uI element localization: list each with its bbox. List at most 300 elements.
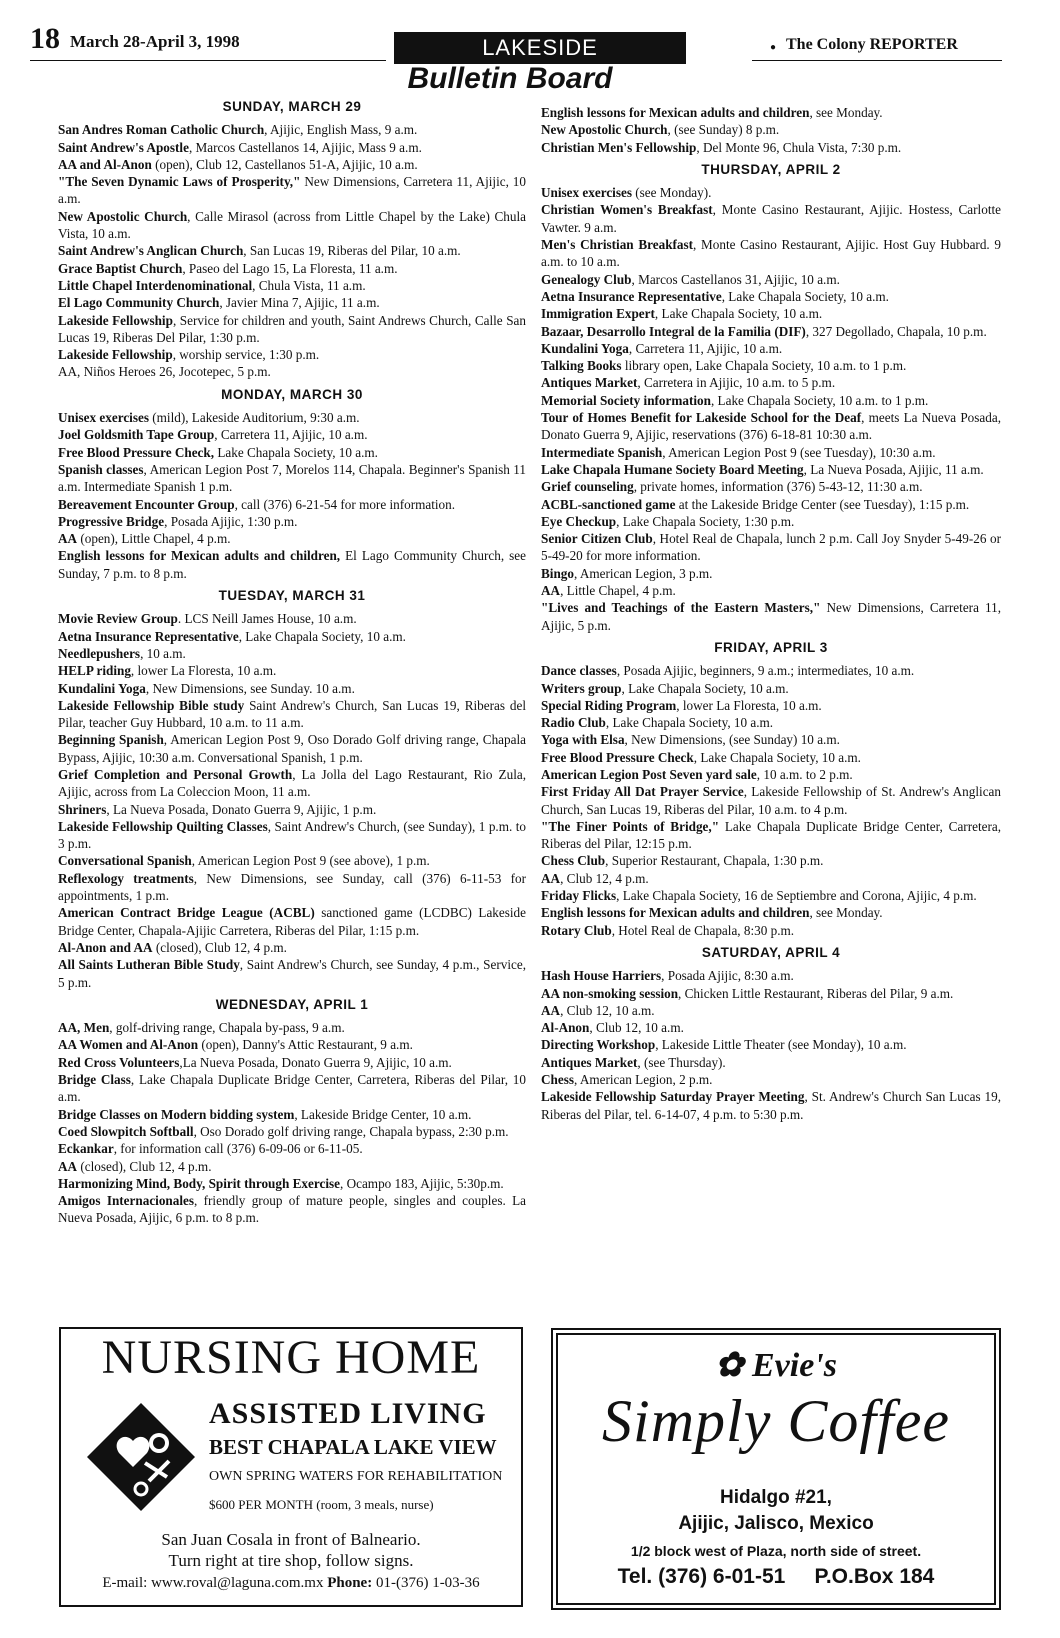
event-details: , American Legion Post 7, Morelos 114, Chapala. Beginner's Spanish 11 a.m. Intermediate Spanish 1 p.m. xyxy=(58,461,526,495)
event-listing xyxy=(58,818,526,853)
event-name: Writers group xyxy=(541,680,622,696)
event-listing xyxy=(541,731,1001,748)
event-details: ,La Nueva Posada, Donato Guerra 9, Ajijic, 10 a.m. xyxy=(179,1054,452,1070)
event-name: AA and Al-Anon xyxy=(58,156,152,172)
event-details: , Club 12, 10 a.m. xyxy=(589,1020,684,1036)
event-listing xyxy=(541,121,1001,138)
event-name: Kundalini Yoga xyxy=(541,340,629,356)
event-details: , Lake Chapala Society, 10 a.m. xyxy=(238,628,406,644)
event-name: American Contract Bridge League (ACBL) xyxy=(58,905,315,921)
event-name: Chess xyxy=(541,1072,574,1088)
coffee-address-2: Ajijic, Jalisco, Mexico xyxy=(678,1513,874,1534)
coffee-brand-large: Simply Coffee xyxy=(602,1388,950,1454)
event-details: New Dimensions, Carretera 11, Ajijic, 5 p.m. xyxy=(541,600,1002,633)
event-listing xyxy=(541,236,1001,271)
event-name: Unisex exercises xyxy=(541,185,632,201)
event-name: First Friday All Dat Prayer Service xyxy=(541,784,744,800)
email-address: www.roval@laguna.com.mx xyxy=(151,1575,324,1591)
event-details: , lower La Floresta, 10 a.m. xyxy=(676,697,822,713)
event-details: , Lake Chapala Society, 10 a.m. xyxy=(654,306,823,322)
coffee-pobox: P.O.Box 184 xyxy=(814,1565,935,1588)
event-listing xyxy=(541,680,1001,697)
event-name: Intermediate Spanish xyxy=(541,444,663,460)
event-details: , Javier Mina 7, Ajijic, 11 a.m. xyxy=(219,295,380,311)
event-details: , Chicken Little Restaurant, Riberas del Pilar, 9 a.m. xyxy=(678,985,954,1001)
event-details: , Lake Chapala Society, 1:30 p.m. xyxy=(616,513,795,529)
event-details: , lower La Floresta, 10 a.m. xyxy=(130,663,277,679)
event-name: Antiques Market xyxy=(541,375,638,391)
event-details: library open, Lake Chapala Society, 10 a.m. to 1 p.m. xyxy=(621,358,907,374)
event-details: , Carretera in Ajijic, 10 a.m. to 5 p.m. xyxy=(637,375,836,391)
event-listing xyxy=(541,714,1001,731)
event-name: Special Riding Program xyxy=(541,697,677,713)
paper-name: The Colony REPORTER xyxy=(786,36,958,53)
event-name: Bereavement Encounter Group xyxy=(58,496,235,512)
event-details: , (see Sunday) 8 p.m. xyxy=(667,122,780,138)
bullet-mark: ● xyxy=(770,42,777,53)
event-details: , New Dimensions, see Sunday. 10 a.m. xyxy=(145,680,355,696)
event-details: , Lake Chapala Society, 10 a.m. xyxy=(721,288,889,304)
event-name: New Apostolic Church xyxy=(58,208,188,224)
event-listing xyxy=(541,1071,1001,1088)
event-details: , New Dimensions, (see Sunday) 10 a.m. xyxy=(624,732,840,748)
email-label: E-mail: xyxy=(102,1575,148,1591)
event-listing xyxy=(541,513,1001,530)
event-listing xyxy=(58,277,526,294)
event-listing xyxy=(541,271,1001,288)
event-name: Beginning Spanish xyxy=(58,732,164,748)
event-listing xyxy=(58,409,526,426)
event-listing xyxy=(58,208,526,243)
event-listing xyxy=(58,801,526,818)
event-listing xyxy=(541,565,1001,582)
event-name: Reflexology treatments xyxy=(58,870,194,886)
event-listing xyxy=(541,305,1001,322)
event-details: , Lake Chapala Duplicate Bridge Center, Carretera, Riberas del Pilar, 10 a.m. xyxy=(58,1072,526,1105)
event-details: , Monte Casino Restaurant, Ajijic. Host Guy Hubbard. 9 a.m. to 10 a.m. xyxy=(541,237,1002,270)
event-listing xyxy=(541,1019,1001,1036)
event-name: "Lives and Teachings of the Eastern Masters," xyxy=(541,600,821,616)
event-name: AA xyxy=(541,870,561,886)
section-banner: LAKESIDE xyxy=(394,32,686,64)
event-name: AA Women and Al-Anon xyxy=(58,1037,199,1053)
event-listing xyxy=(58,1106,526,1123)
event-name: New Apostolic Church xyxy=(541,122,668,138)
event-details: , Posada Ajijic, beginners, 9 a.m.; intermediates, 10 a.m. xyxy=(616,663,915,679)
day-heading: SUNDAY, MARCH 29 xyxy=(222,99,362,114)
event-details: , Superior Restaurant, Chapala, 1:30 p.m. xyxy=(605,853,824,869)
event-name: Saint Andrew's Apostle xyxy=(58,139,189,155)
event-name: Red Cross Volunteers xyxy=(58,1054,180,1070)
event-listing xyxy=(58,547,526,582)
event-details: , Lakeside Little Theater (see Monday), 10 a.m. xyxy=(655,1037,907,1053)
event-name: Unisex exercises xyxy=(58,410,149,426)
day-heading: SATURDAY, APRIL 4 xyxy=(701,944,841,960)
event-listing xyxy=(58,1071,526,1106)
event-name: Joel Goldsmith Tape Group xyxy=(58,427,215,443)
event-listing xyxy=(541,599,1001,634)
event-listing xyxy=(58,294,526,311)
event-details: , Lake Chapala Society, 16 de Septiembre and Corona, Ajijic, 4 p.m. xyxy=(616,888,977,904)
event-listing xyxy=(541,461,1001,478)
event-details: , private homes, information (376) 5-43-12, 11:30 a.m. xyxy=(633,479,923,495)
event-listing xyxy=(58,662,526,679)
event-name: Grief Completion and Personal Growth xyxy=(58,766,293,782)
event-details: , American Legion Post 9 (see Tuesday), 10:30 a.m. xyxy=(662,444,936,460)
event-details: , Carretera 11, Ajijic, 10 a.m. xyxy=(628,340,783,356)
event-name: Shriners xyxy=(58,801,107,817)
event-name: "The Seven Dynamic Laws of Prosperity," xyxy=(58,174,301,190)
event-listing xyxy=(541,139,1001,156)
event-name: Antiques Market xyxy=(541,1054,638,1070)
coffee-brand-small xyxy=(558,1345,994,1385)
event-name: American Legion Post Seven yard sale xyxy=(541,766,757,782)
event-name: Bazaar, Desarrollo Integral de la Familia (DIF) xyxy=(541,323,806,339)
event-listing xyxy=(58,1175,526,1192)
event-listing xyxy=(541,374,1001,391)
event-name: Chess Club xyxy=(541,853,606,869)
event-details: , Lakeside Fellowship of St. Andrew's Anglican Church, San Lucas 19, Riberas del Pilar, 10 a.m. to 4 p.m. xyxy=(541,784,1001,817)
event-name: Lakeside Fellowship xyxy=(58,347,173,363)
event-name: AA xyxy=(541,583,561,599)
day-heading: FRIDAY, APRIL 3 xyxy=(714,639,828,655)
event-name: Yoga with Elsa xyxy=(541,732,625,748)
phone-label: Phone: xyxy=(327,1575,373,1591)
event-listing xyxy=(541,1088,1001,1123)
assisted-living-line: ASSISTED LIVING xyxy=(209,1397,487,1430)
event-listing xyxy=(541,288,1001,305)
event-listing xyxy=(58,260,526,277)
event-listing xyxy=(58,139,526,156)
event-name: Kundalini Yoga xyxy=(58,680,146,696)
event-name: Genealogy Club xyxy=(541,271,632,287)
event-details: (open), Danny's Attic Restaurant, 9 a.m. xyxy=(198,1037,413,1053)
event-listing xyxy=(58,1036,526,1053)
nursing-home-address xyxy=(61,1529,521,1571)
event-name: Senior Citizen Club xyxy=(541,531,653,547)
event-details: , La Nueva Posada, Donato Guerra 9, Ajijic, 1 p.m. xyxy=(106,801,377,817)
coffee-ad-frame xyxy=(556,1333,996,1605)
event-details: , Lake Chapala Society, 10 a.m. xyxy=(605,715,774,731)
event-name: Free Blood Pressure Check xyxy=(541,749,694,765)
event-name: AA xyxy=(541,1002,561,1018)
event-listing xyxy=(58,173,526,208)
event-details: , La Jolla del Lago Restaurant, Rio Zula, Ajijic, across from La Coleccion Moon, 11 a.m. xyxy=(58,766,527,800)
event-details: (open), Little Chapel, 4 p.m. xyxy=(77,531,231,547)
event-listing xyxy=(541,662,1001,679)
event-details: (see Monday). xyxy=(631,185,712,201)
event-listing xyxy=(541,783,1001,818)
day-heading: MONDAY, MARCH 30 xyxy=(221,386,363,402)
event-details: , Posada Ajijic, 8:30 a.m. xyxy=(661,968,794,984)
event-details: , Saint Andrew's Church, (see Sunday), 1 p.m. to 3 p.m. xyxy=(58,818,526,852)
event-name: Eye Checkup xyxy=(541,513,617,529)
event-details: , American Legion Post 9 (see above), 1 p.m. xyxy=(191,853,430,869)
coffee-address-3: 1/2 block west of Plaza, north side of street. xyxy=(630,1543,922,1559)
event-details: , 327 Degollado, Chapala, 10 p.m. xyxy=(805,323,987,339)
event-details: , Ocampo 183, Ajijic, 5:30p.m. xyxy=(339,1175,504,1191)
event-details: Lake Chapala Duplicate Bridge Center, Carretera, Riberas del Pilar, 12:15 p.m. xyxy=(541,818,1002,852)
event-name: Immigration Expert xyxy=(541,306,655,322)
event-details: , Calle Mirasol (across from Little Chapel by the Lake) Chula Vista, 10 a.m. xyxy=(58,208,526,242)
event-listing xyxy=(541,749,1001,766)
event-name: Dance classes xyxy=(541,663,617,679)
event-details: , Hotel Real de Chapala, 8:30 p.m. xyxy=(611,922,795,938)
event-details: , Chula Vista, 11 a.m. xyxy=(252,277,366,293)
event-details: , Marcos Castellanos 14, Ajijic, Mass 9 a.m. xyxy=(188,139,422,155)
event-listing xyxy=(541,582,1001,599)
day-heading: THURSDAY, APRIL 2 xyxy=(701,161,841,177)
event-listing xyxy=(541,478,1001,495)
event-name: Spanish classes xyxy=(58,461,144,477)
event-details: , for information call (376) 6-09-06 or 6-11-05. xyxy=(113,1141,363,1157)
event-details: , meets La Nueva Posada, Donato Guerra 9, Ajijic, reservations (376) 6-18-81 10:30 a.m. xyxy=(541,410,1001,443)
event-details: , American Legion, 2 p.m. xyxy=(573,1072,713,1088)
event-listing xyxy=(58,312,526,347)
event-listing xyxy=(541,409,1001,444)
event-details: AA, Niños Heroes 26, Jocotepec, 5 p.m. xyxy=(58,364,271,380)
event-details: , New Dimensions, see Sunday, call (376) 6-11-53 for appointments, 1 p.m. xyxy=(58,870,526,904)
event-details: , Monte Casino Restaurant, Ajijic. Hostess, Carlotte Vawter. 9 a.m. xyxy=(541,202,1001,235)
event-name: San Andres Roman Catholic Church xyxy=(58,122,265,138)
masthead-rule-left xyxy=(30,60,386,61)
nursing-home-contact xyxy=(61,1575,521,1592)
event-name: Conversational Spanish xyxy=(58,853,192,869)
event-listing xyxy=(58,645,526,662)
event-name: Al-Anon xyxy=(541,1020,590,1036)
event-listing xyxy=(58,513,526,530)
event-listing xyxy=(58,242,526,259)
address-line-1: San Juan Cosala in front of Balneario. xyxy=(161,1530,421,1549)
event-listing xyxy=(541,697,1001,714)
event-name: Lakeside Fellowship Saturday Prayer Meeting xyxy=(541,1089,805,1105)
event-details: , Saint Andrew's Church, see Sunday, 4 p.m., Service, 5 p.m. xyxy=(58,957,526,990)
left-column xyxy=(58,98,526,1227)
event-listing xyxy=(58,610,526,627)
event-name: Movie Review Group xyxy=(58,611,178,627)
event-name: Amigos Internacionales xyxy=(58,1193,195,1209)
event-name: Friday Flicks xyxy=(541,888,617,904)
event-details: , Ajijic, English Mass, 9 a.m. xyxy=(264,122,418,138)
event-name: Men's Christian Breakfast xyxy=(541,237,694,253)
event-listing xyxy=(58,121,526,138)
event-listing xyxy=(58,956,526,991)
event-listing xyxy=(541,904,1001,921)
event-listing xyxy=(541,1002,1001,1019)
event-details: , 10 a.m. xyxy=(140,645,186,661)
event-details: , Hotel Real de Chapala, lunch 2 p.m. Call Joy Snyder 5-49-26 or 5-49-20 for more information. xyxy=(541,531,1001,564)
event-listing xyxy=(541,323,1001,340)
event-listing xyxy=(58,496,526,513)
coffee-tel: Tel. (376) 6-01-51 xyxy=(617,1565,786,1588)
event-name: Little Chapel Interdenominational xyxy=(58,277,253,293)
event-name: Aetna Insurance Representative xyxy=(58,628,239,644)
event-name: Lakeside Fellowship Quilting Classes xyxy=(58,818,268,834)
event-listing xyxy=(58,530,526,547)
event-name: Coed Slowpitch Softball xyxy=(58,1123,194,1139)
event-details: . LCS Neill James House, 10 a.m. xyxy=(177,611,357,627)
event-details: , Little Chapel, 4 p.m. xyxy=(560,583,676,599)
event-details: , St. Andrew's Church San Lucas 19, Riberas del Pilar, tel. 6-14-07, 4 p.m. to 5:30 p.m. xyxy=(541,1089,1001,1122)
event-details: , Lake Chapala Society, 10 a.m. to 1 p.m. xyxy=(710,392,929,408)
event-name: Rotary Club xyxy=(541,922,612,938)
event-name: Christian Men's Fellowship xyxy=(541,139,697,155)
event-name: Hash House Harriers xyxy=(541,968,662,984)
nursing-home-ad xyxy=(59,1327,523,1607)
event-name: Memorial Society information xyxy=(541,392,711,408)
event-listing xyxy=(58,346,526,363)
event-listing xyxy=(541,985,1001,1002)
event-name: Bridge Class xyxy=(58,1072,131,1088)
event-listing xyxy=(58,426,526,443)
event-details: , Club 12, 10 a.m. xyxy=(560,1002,655,1018)
event-listing xyxy=(58,1054,526,1071)
event-listing xyxy=(541,496,1001,513)
address-line-2: Turn right at tire shop, follow signs. xyxy=(168,1551,414,1570)
event-details: , American Legion Post 9, Oso Dorado Golf driving range, Chapala Bypass, Ajijic, 10:30 a.m. Conversational Spanish, 1 p.m. xyxy=(58,732,526,765)
coffee-address-1: Hidalgo #21, xyxy=(720,1487,832,1508)
event-name: Bridge Classes on Modern bidding system xyxy=(58,1106,295,1122)
event-listing xyxy=(541,870,1001,887)
day-heading: WEDNESDAY, APRIL 1 xyxy=(215,996,369,1012)
event-listing xyxy=(58,1158,526,1175)
event-details: , worship service, 1:30 p.m. xyxy=(172,347,320,363)
event-name: Tour of Homes Benefit for Lakeside School for the Deaf xyxy=(541,410,862,426)
event-details: New Dimensions, Carretera 11, Ajijic, 10 a.m. xyxy=(58,174,526,207)
event-name: English lessons for Mexican adults and children xyxy=(541,905,810,921)
event-details: (closed), Club 12, 4 p.m. xyxy=(152,939,287,955)
event-listing xyxy=(541,922,1001,939)
event-name: AA xyxy=(58,531,78,547)
nursing-home-title: NURSING HOME xyxy=(101,1331,481,1384)
heart-cross-logo-icon xyxy=(85,1401,197,1513)
event-listing xyxy=(541,818,1001,853)
event-details: Lake Chapala Society, 10 a.m. xyxy=(214,444,378,460)
event-name: English lessons for Mexican adults and children xyxy=(541,105,810,120)
event-details: , Marcos Castellanos 31, Ajijic, 10 a.m. xyxy=(631,271,840,287)
event-name: Progressive Bridge xyxy=(58,513,165,529)
event-name: All Saints Lutheran Bible Study xyxy=(58,957,240,973)
event-listing xyxy=(58,680,526,697)
spring-waters-line: OWN SPRING WATERS FOR REHABILITATION xyxy=(209,1469,503,1484)
event-listing xyxy=(541,184,1001,201)
coffee-contact xyxy=(558,1565,994,1589)
price-line: $600 PER MONTH (room, 3 meals, nurse) xyxy=(209,1497,434,1512)
event-listing xyxy=(541,852,1001,869)
event-details: Saint Andrew's Church, San Lucas 19, Riberas del Pilar, teacher Guy Hubbard, 10 a.m. to 11 a.m. xyxy=(58,697,526,731)
event-details: (mild), Lakeside Auditorium, 9:30 a.m. xyxy=(148,410,360,426)
event-details: , see Monday. xyxy=(809,105,883,120)
page-title: Bulletin Board xyxy=(407,62,613,95)
event-listing xyxy=(58,939,526,956)
event-name: El Lago Community Church xyxy=(58,295,220,311)
event-listing xyxy=(58,1140,526,1157)
event-listing xyxy=(541,887,1001,904)
event-name: Grief counseling xyxy=(541,479,634,495)
event-name: Needlepushers xyxy=(58,645,141,661)
event-name: "The Finer Points of Bridge," xyxy=(541,818,720,834)
event-name: Saint Andrew's Anglican Church xyxy=(58,243,244,259)
event-details: , Oso Dorado golf driving range, Chapala bypass, 2:30 p.m. xyxy=(193,1123,509,1139)
event-details: , 10 a.m. to 2 p.m. xyxy=(756,766,853,782)
event-name: Eckankar xyxy=(58,1141,114,1157)
event-listing xyxy=(541,530,1001,565)
event-listing xyxy=(541,340,1001,357)
event-listing xyxy=(58,461,526,496)
lake-view-line: BEST CHAPALA LAKE VIEW xyxy=(209,1435,497,1459)
event-details: , see Monday. xyxy=(809,905,883,921)
event-listing xyxy=(541,967,1001,984)
event-details: , Lakeside Bridge Center, 10 a.m. xyxy=(294,1106,472,1122)
event-listing xyxy=(541,1054,1001,1071)
event-name: Aetna Insurance Representative xyxy=(541,288,722,304)
masthead-rule-right xyxy=(752,60,1002,61)
event-listing xyxy=(541,104,1001,121)
event-name: HELP riding xyxy=(58,663,131,679)
event-details: , Service for children and youth, Saint Andrews Church, Calle San Lucas 19, Riberas Del Pilar, 1:30 p.m. xyxy=(58,312,526,345)
event-details: El Lago Community Church, see Sunday, 7 p.m. to 8 p.m. xyxy=(58,548,526,581)
event-details: , friendly group of mature people, singles and couples. La Nueva Posada, Ajijic, 6 p.m. to 8 p.m. xyxy=(58,1193,526,1226)
event-listing xyxy=(58,156,526,173)
event-listing xyxy=(58,904,526,939)
event-details: , Lake Chapala Society, 10 a.m. xyxy=(693,749,861,765)
day-heading: TUESDAY, MARCH 31 xyxy=(218,588,366,604)
issue-date: March 28-April 3, 1998 xyxy=(70,32,240,51)
event-listing xyxy=(58,363,526,380)
event-listing xyxy=(541,766,1001,783)
event-name: Harmonizing Mind, Body, Spirit through Exercise xyxy=(58,1175,340,1191)
event-details: at the Lakeside Bridge Center (see Tuesday), 1:15 p.m. xyxy=(675,496,970,512)
event-name: AA xyxy=(58,1158,78,1174)
event-details: , Paseo del Lago 15, La Floresta, 11 a.m. xyxy=(182,260,398,276)
event-details: , Club 12, 4 p.m. xyxy=(560,870,649,886)
event-details: (closed), Club 12, 4 p.m. xyxy=(77,1158,212,1174)
event-details: (open), Club 12, Castellanos 51-A, Ajijic, 10 a.m. xyxy=(151,156,418,172)
page-number: 18 xyxy=(30,22,60,55)
flower-icon: ✿ xyxy=(715,1347,744,1384)
event-name: Radio Club xyxy=(541,715,606,731)
simply-coffee-ad xyxy=(551,1328,1001,1610)
event-listing xyxy=(58,1019,526,1036)
event-name: AA non-smoking session xyxy=(541,985,679,1001)
event-name: Al-Anon and AA xyxy=(58,939,153,955)
event-listing xyxy=(58,766,526,801)
event-name: Lake Chapala Humane Society Board Meeting xyxy=(541,461,804,477)
event-name: Bingo xyxy=(541,565,574,581)
event-details: , call (376) 6-21-54 for more information. xyxy=(234,496,456,512)
event-details: , Carretera 11, Ajijic, 10 a.m. xyxy=(214,427,368,443)
event-details: , Lake Chapala Society, 10 a.m. xyxy=(621,680,789,696)
event-listing xyxy=(58,1192,526,1227)
masthead xyxy=(30,22,1030,62)
event-name: Lakeside Fellowship Bible study xyxy=(58,697,245,713)
event-name: Free Blood Pressure Check, xyxy=(58,444,215,460)
event-name: AA, Men xyxy=(58,1020,110,1036)
event-name: Grace Baptist Church xyxy=(58,260,183,276)
event-name: English lessons for Mexican adults and children, xyxy=(58,548,341,564)
event-listing xyxy=(541,392,1001,409)
event-listing xyxy=(541,444,1001,461)
event-details: , Posada Ajijic, 1:30 p.m. xyxy=(164,513,298,529)
event-name: Lakeside Fellowship xyxy=(58,312,173,328)
event-details: , golf-driving range, Chapala by-pass, 9 a.m. xyxy=(109,1020,345,1036)
event-name: ACBL-sanctioned game xyxy=(541,496,676,512)
event-name: Directing Workshop xyxy=(541,1037,656,1053)
event-details: , Del Monte 96, Chula Vista, 7:30 p.m. xyxy=(696,139,902,155)
event-listing xyxy=(58,444,526,461)
phone-number: 01-(376) 1-03-36 xyxy=(375,1575,480,1591)
event-details: , American Legion, 3 p.m. xyxy=(573,565,713,581)
